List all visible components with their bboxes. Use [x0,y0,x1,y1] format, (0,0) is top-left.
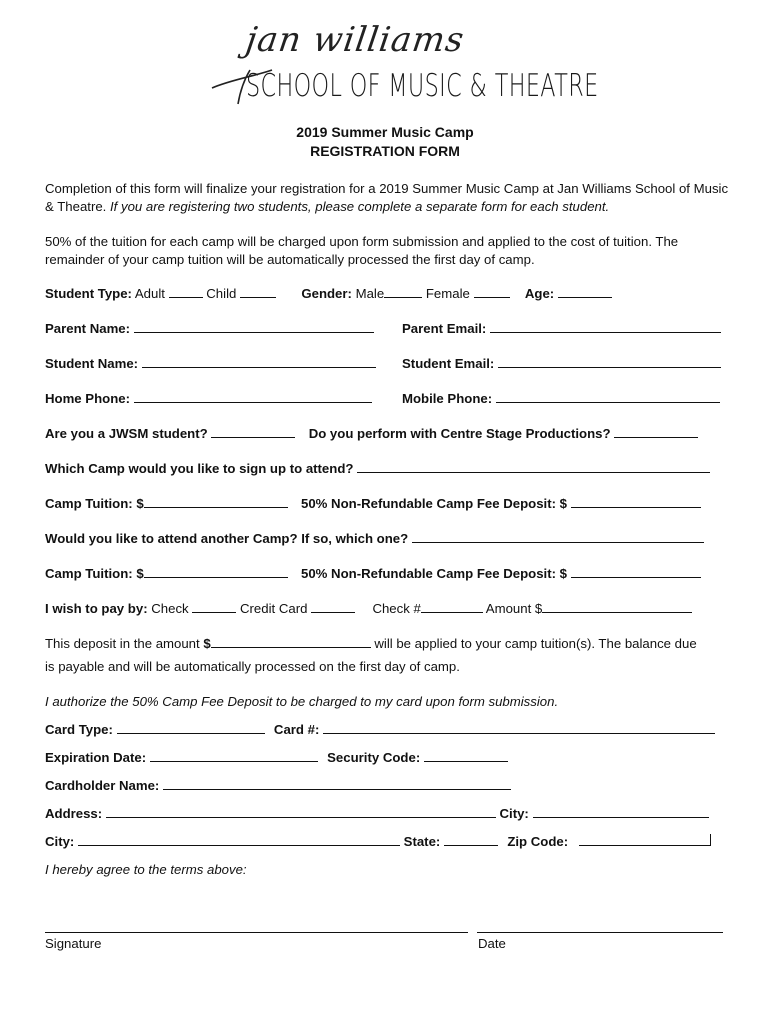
address-label: Address: [45,806,103,821]
city-field[interactable] [78,834,400,846]
another-camp-label: Would you like to attend another Camp? If so, which one? [45,531,409,546]
address-field[interactable] [106,806,496,818]
camp-tuition-label-2: Camp Tuition: $ [45,566,144,581]
form-title [0,123,770,161]
check-field[interactable] [192,601,236,613]
male-field[interactable] [384,286,422,298]
jwsm-row [45,426,735,444]
parent-name-field[interactable] [134,321,374,333]
payment-row [45,601,735,619]
jwsm-student-label: Are you a JWSM student? [45,426,208,441]
logo-school-text: SCHOOL OF MUSIC & THEATRE [246,68,599,104]
check-number-field[interactable] [421,601,483,613]
student-type-row [45,286,735,304]
camp-tuition-field[interactable] [144,496,288,508]
city-state-zip-row [45,834,735,852]
state-field[interactable] [444,834,498,846]
expiration-row [45,750,735,768]
address-city-field[interactable] [533,806,709,818]
deposit-label-2: 50% Non-Refundable Camp Fee Deposit: $ [301,566,567,581]
mobile-phone-field[interactable] [496,391,720,403]
date-field[interactable] [477,932,723,933]
card-number-field[interactable] [323,722,715,734]
centre-stage-field[interactable] [614,426,698,438]
signature-field[interactable] [45,932,468,933]
zip-label: Zip Code: [507,834,569,849]
date-label: Date [478,936,506,951]
deposit-field[interactable] [571,496,701,508]
another-camp-field[interactable] [412,531,704,543]
gender-label: Gender: [301,286,352,301]
jwsm-student-field[interactable] [211,426,295,438]
camp-tuition-label: Camp Tuition: $ [45,496,144,511]
deposit-dollar: $ [203,636,211,651]
phone-row [45,391,735,409]
deposit-text-1: This deposit in the amount [45,636,200,651]
state-label: State: [403,834,441,849]
card-number-label: Card #: [273,722,320,737]
pay-by-label: I wish to pay by: [45,601,148,616]
tuition-note: 50% of the tuition for each camp will be charged upon form submission and applied to the cost of tuition. The remainder of your camp tuition will be automatically processed the first day of camp. [45,234,679,267]
female-field[interactable] [474,286,510,298]
female-label: Female [425,286,470,301]
address-row [45,806,735,824]
student-type-label: Student Type: [45,286,132,301]
which-camp-row [45,461,735,479]
child-label: Child [206,286,237,301]
security-code-label: Security Code: [327,750,421,765]
intro-paragraph [45,180,735,216]
title-line-2: REGISTRATION FORM [310,143,460,159]
deposit-statement-line2: is payable and will be automatically processed on the first day of camp. [45,659,460,674]
intro-text: Completion of this form will finalize your registration for a 2019 Summer Music Camp at Jan Williams School of Music & Theatre. [45,181,729,214]
home-phone-field[interactable] [134,391,372,403]
zip-field[interactable] [579,834,711,846]
child-field[interactable] [240,286,276,298]
city-label: City: [45,834,75,849]
amount-field[interactable] [542,601,692,613]
intro-italic-text: If you are registering two students, please complete a separate form for each student. [110,199,610,214]
check-label: Check [151,601,189,616]
male-label: Male [355,286,385,301]
card-type-row [45,722,735,740]
title-line-1: 2019 Summer Music Camp [296,124,474,140]
address-city-label: City: [499,806,529,821]
card-type-label: Card Type: [45,722,113,737]
tuition-row-1 [45,496,735,514]
tuition-row-2 [45,566,735,584]
mobile-phone-label: Mobile Phone: [402,391,493,406]
student-row [45,356,735,374]
check-number-label: Check # [372,601,421,616]
logo-script-text: jan williams [243,20,467,60]
student-name-field[interactable] [142,356,376,368]
student-email-label: Student Email: [402,356,495,371]
expiration-field[interactable] [150,750,318,762]
parent-email-label: Parent Email: [402,321,487,336]
deposit-label: 50% Non-Refundable Camp Fee Deposit: $ [301,496,567,511]
age-label: Age: [524,286,555,301]
home-phone-label: Home Phone: [45,391,130,406]
deposit-field-2[interactable] [571,566,701,578]
adult-label: Adult [134,286,165,301]
credit-card-field[interactable] [311,601,355,613]
adult-field[interactable] [169,286,203,298]
cardholder-field[interactable] [163,778,511,790]
another-camp-row [45,531,735,549]
student-email-field[interactable] [498,356,721,368]
age-field[interactable] [558,286,612,298]
security-code-field[interactable] [424,750,508,762]
cardholder-label: Cardholder Name: [45,778,160,793]
which-camp-label: Which Camp would you like to sign up to attend? [45,461,354,476]
parent-name-label: Parent Name: [45,321,131,336]
credit-card-label: Credit Card [240,601,308,616]
centre-stage-label: Do you perform with Centre Stage Productions? [308,426,611,441]
parent-row [45,321,735,339]
which-camp-field[interactable] [357,461,710,473]
deposit-amount-field[interactable] [211,636,371,648]
school-logo [210,20,599,104]
deposit-text-2: will be applied to your camp tuition(s). The balance due [374,636,697,651]
expiration-label: Expiration Date: [45,750,147,765]
signature-label: Signature [45,936,102,951]
card-type-field[interactable] [117,722,265,734]
student-name-label: Student Name: [45,356,139,371]
agree-text: I hereby agree to the terms above: [45,862,247,877]
authorize-text: I authorize the 50% Camp Fee Deposit to be charged to my card upon form submission. [45,694,559,709]
amount-label: Amount $ [485,601,543,616]
parent-email-field[interactable] [490,321,721,333]
cardholder-row [45,778,735,796]
camp-tuition-field-2[interactable] [144,566,288,578]
deposit-statement [45,636,735,654]
